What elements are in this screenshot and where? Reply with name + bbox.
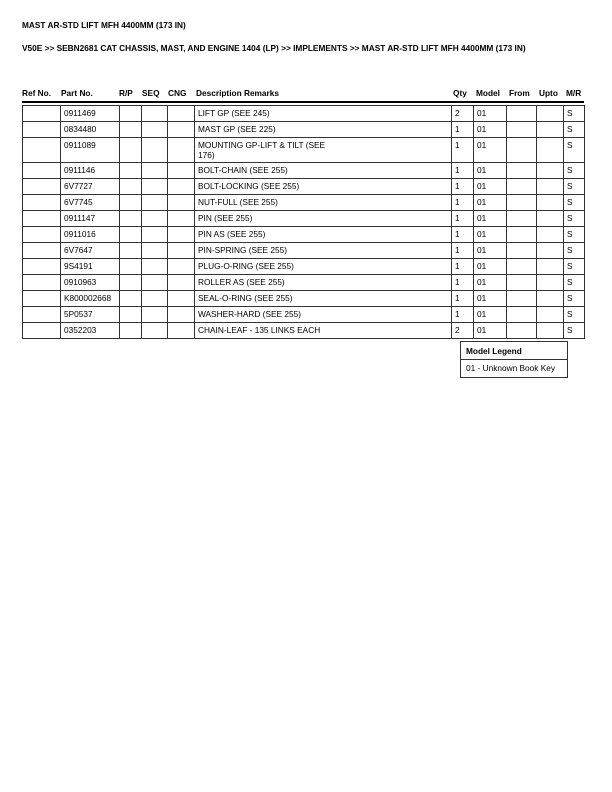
- mr-cell: [564, 195, 585, 211]
- part-no-text: K800002668: [64, 293, 112, 303]
- upto-cell: [537, 243, 564, 259]
- table-row: [23, 106, 585, 122]
- rp-cell: [120, 163, 142, 179]
- table-row: [23, 291, 585, 307]
- header-divider: [22, 101, 584, 103]
- part-no-text: 0910963: [64, 277, 97, 287]
- qty-cell: [452, 163, 474, 179]
- ref-no-cell: [23, 275, 61, 291]
- table-row: [23, 163, 585, 179]
- qty-cell: [452, 243, 474, 259]
- part-no-text: 5P0537: [64, 309, 93, 319]
- mr-text: S: [567, 181, 573, 191]
- description-cell: [195, 122, 452, 138]
- model-cell: [474, 259, 507, 275]
- ref-no-cell: [23, 259, 61, 275]
- part-no-cell: [61, 211, 120, 227]
- mr-cell: [564, 307, 585, 323]
- mr-text: S: [567, 108, 573, 118]
- part-no-cell: [61, 243, 120, 259]
- mr-text: S: [567, 213, 573, 223]
- seq-cell: [142, 243, 168, 259]
- model-text: 01: [477, 309, 487, 319]
- upto-cell: [537, 307, 564, 323]
- mr-cell: [564, 138, 585, 163]
- rp-cell: [120, 211, 142, 227]
- part-no-cell: [61, 163, 120, 179]
- seq-cell: [142, 291, 168, 307]
- cng-cell: [168, 307, 195, 323]
- header-seq: SEQ: [142, 88, 160, 98]
- part-no-text: 6V7745: [64, 197, 93, 207]
- rp-cell: [120, 275, 142, 291]
- upto-cell: [537, 275, 564, 291]
- rp-cell: [120, 106, 142, 122]
- cng-cell: [168, 179, 195, 195]
- upto-cell: [537, 195, 564, 211]
- upto-cell: [537, 138, 564, 163]
- rp-cell: [120, 291, 142, 307]
- ref-no-cell: [23, 122, 61, 138]
- mr-cell: [564, 291, 585, 307]
- ref-no-cell: [23, 163, 61, 179]
- ref-no-cell: [23, 227, 61, 243]
- table-row: [23, 227, 585, 243]
- header-rp: R/P: [119, 88, 133, 98]
- description-text: BOLT-LOCKING (SEE 255): [198, 181, 300, 191]
- qty-text: 2: [455, 325, 460, 335]
- upto-cell: [537, 323, 564, 339]
- part-no-text: 9S4191: [64, 261, 93, 271]
- table-row: [23, 243, 585, 259]
- model-cell: [474, 163, 507, 179]
- seq-cell: [142, 179, 168, 195]
- description-text: SEAL-O-RING (SEE 255): [198, 293, 293, 303]
- model-legend: [460, 341, 568, 378]
- part-no-text: 0911469: [64, 108, 96, 118]
- model-text: 01: [477, 181, 487, 191]
- from-cell: [507, 195, 537, 211]
- seq-cell: [142, 106, 168, 122]
- cng-cell: [168, 323, 195, 339]
- qty-text: 2: [455, 108, 460, 118]
- seq-cell: [142, 259, 168, 275]
- part-no-text: 6V7727: [64, 181, 93, 191]
- description-text: MAST GP (SEE 225): [198, 124, 276, 134]
- header-from: From: [509, 88, 530, 98]
- part-no-cell: [61, 179, 120, 195]
- mr-text: S: [567, 277, 573, 287]
- mr-text: S: [567, 165, 573, 175]
- from-cell: [507, 307, 537, 323]
- table-row: [23, 323, 585, 339]
- description-text: ROLLER AS (SEE 255): [198, 277, 285, 287]
- breadcrumb: V50E >> SEBN2681 CAT CHASSIS, MAST, AND ENGINE 1404 (LP) >> IMPLEMENTS >> MAST AR-STD LIFT MFH 4400MM (173 IN): [22, 43, 526, 53]
- cng-cell: [168, 106, 195, 122]
- table-row: [23, 179, 585, 195]
- cng-cell: [168, 195, 195, 211]
- upto-cell: [537, 259, 564, 275]
- model-text: 01: [477, 124, 487, 134]
- part-no-cell: [61, 323, 120, 339]
- mr-cell: [564, 259, 585, 275]
- upto-cell: [537, 163, 564, 179]
- part-no-text: 0352203: [64, 325, 97, 335]
- part-no-cell: [61, 138, 120, 163]
- mr-cell: [564, 179, 585, 195]
- qty-text: 1: [455, 197, 460, 207]
- model-cell: [474, 179, 507, 195]
- parts-table: [22, 105, 585, 339]
- mr-cell: [564, 163, 585, 179]
- description-cell: [195, 227, 452, 243]
- rp-cell: [120, 243, 142, 259]
- model-cell: [474, 275, 507, 291]
- qty-cell: [452, 323, 474, 339]
- rp-cell: [120, 259, 142, 275]
- ref-no-cell: [23, 323, 61, 339]
- header-part-no: Part No.: [61, 88, 93, 98]
- model-text: 01: [477, 245, 487, 255]
- qty-cell: [452, 138, 474, 163]
- upto-cell: [537, 211, 564, 227]
- seq-cell: [142, 307, 168, 323]
- part-no-cell: [61, 106, 120, 122]
- from-cell: [507, 259, 537, 275]
- table-row: [23, 259, 585, 275]
- part-no-text: 0834480: [64, 124, 97, 134]
- qty-cell: [452, 211, 474, 227]
- upto-cell: [537, 179, 564, 195]
- qty-text: 1: [455, 213, 460, 223]
- cng-cell: [168, 259, 195, 275]
- qty-text: 1: [455, 277, 460, 287]
- model-text: 01: [477, 261, 487, 271]
- description-cell: [195, 179, 452, 195]
- from-cell: [507, 106, 537, 122]
- model-cell: [474, 243, 507, 259]
- model-text: 01: [477, 165, 487, 175]
- mr-cell: [564, 106, 585, 122]
- model-cell: [474, 122, 507, 138]
- seq-cell: [142, 227, 168, 243]
- seq-cell: [142, 195, 168, 211]
- model-cell: [474, 291, 507, 307]
- description-cell: [195, 323, 452, 339]
- description-cell: [195, 138, 452, 163]
- from-cell: [507, 211, 537, 227]
- mr-text: S: [567, 309, 573, 319]
- part-no-cell: [61, 275, 120, 291]
- mr-text: S: [567, 293, 573, 303]
- from-cell: [507, 122, 537, 138]
- description-text: LIFT GP (SEE 245): [198, 108, 270, 118]
- model-cell: [474, 323, 507, 339]
- description-cell: [195, 106, 452, 122]
- rp-cell: [120, 122, 142, 138]
- ref-no-cell: [23, 195, 61, 211]
- description-cell: [195, 163, 452, 179]
- part-no-text: 0911147: [64, 213, 96, 223]
- ref-no-cell: [23, 179, 61, 195]
- description-text: CHAIN-LEAF - 135 LINKS EACH: [198, 325, 321, 335]
- qty-text: 1: [455, 165, 460, 175]
- model-text: 01: [477, 197, 487, 207]
- mr-cell: [564, 243, 585, 259]
- cng-cell: [168, 227, 195, 243]
- description-text: WASHER-HARD (SEE 255): [198, 309, 301, 319]
- qty-cell: [452, 227, 474, 243]
- from-cell: [507, 323, 537, 339]
- header-cng: CNG: [168, 88, 187, 98]
- mr-text: S: [567, 261, 573, 271]
- mr-cell: [564, 122, 585, 138]
- upto-cell: [537, 106, 564, 122]
- qty-cell: [452, 195, 474, 211]
- from-cell: [507, 163, 537, 179]
- mr-cell: [564, 275, 585, 291]
- seq-cell: [142, 138, 168, 163]
- description-text: MOUNTING GP-LIFT & TILT (SEE: [198, 140, 326, 150]
- cng-cell: [168, 163, 195, 179]
- part-no-text: 0911016: [64, 229, 96, 239]
- rp-cell: [120, 179, 142, 195]
- cng-cell: [168, 291, 195, 307]
- model-cell: [474, 227, 507, 243]
- upto-cell: [537, 122, 564, 138]
- description-cell: [195, 243, 452, 259]
- ref-no-cell: [23, 307, 61, 323]
- part-no-cell: [61, 259, 120, 275]
- from-cell: [507, 243, 537, 259]
- page-title: MAST AR-STD LIFT MFH 4400MM (173 IN): [22, 20, 186, 30]
- seq-cell: [142, 211, 168, 227]
- header-mr: M/R: [566, 88, 582, 98]
- description-text: PLUG-O-RING (SEE 255): [198, 261, 294, 271]
- rp-cell: [120, 307, 142, 323]
- part-no-text: 6V7647: [64, 245, 93, 255]
- description-cell: [195, 211, 452, 227]
- upto-cell: [537, 227, 564, 243]
- description-cell: [195, 195, 452, 211]
- qty-cell: [452, 291, 474, 307]
- header-description: Description Remarks: [196, 88, 280, 98]
- description-text: PIN-SPRING (SEE 255): [198, 245, 287, 255]
- description-text: PIN (SEE 255): [198, 213, 253, 223]
- model-cell: [474, 307, 507, 323]
- from-cell: [507, 138, 537, 163]
- model-text: 01: [477, 293, 487, 303]
- from-cell: [507, 275, 537, 291]
- header-model: Model: [476, 88, 500, 98]
- mr-cell: [564, 323, 585, 339]
- table-row: [23, 307, 585, 323]
- cng-cell: [168, 275, 195, 291]
- mr-cell: [564, 211, 585, 227]
- cng-cell: [168, 243, 195, 259]
- seq-cell: [142, 122, 168, 138]
- cng-cell: [168, 122, 195, 138]
- ref-no-cell: [23, 211, 61, 227]
- model-text: 01: [477, 140, 487, 150]
- ref-no-cell: [23, 106, 61, 122]
- qty-cell: [452, 106, 474, 122]
- description-cell: [195, 275, 452, 291]
- ref-no-cell: [23, 243, 61, 259]
- seq-cell: [142, 323, 168, 339]
- model-legend-entry: 01 - Unknown Book Key: [466, 363, 556, 373]
- qty-text: 1: [455, 261, 460, 271]
- qty-text: 1: [455, 309, 460, 319]
- qty-text: 1: [455, 293, 460, 303]
- part-no-text: 0911146: [64, 165, 96, 175]
- description-text: BOLT-CHAIN (SEE 255): [198, 165, 288, 175]
- model-legend-title: Model Legend: [461, 342, 567, 360]
- model-text: 01: [477, 108, 487, 118]
- table-row: [23, 122, 585, 138]
- description-text: NUT-FULL (SEE 255): [198, 197, 278, 207]
- qty-cell: [452, 259, 474, 275]
- qty-text: 1: [455, 181, 460, 191]
- description-text: PIN AS (SEE 255): [198, 229, 266, 239]
- part-no-cell: [61, 291, 120, 307]
- qty-cell: [452, 179, 474, 195]
- from-cell: [507, 291, 537, 307]
- model-text: 01: [477, 325, 487, 335]
- table-row: [23, 195, 585, 211]
- qty-cell: [452, 275, 474, 291]
- header-qty: Qty: [453, 88, 467, 98]
- description-cell: [195, 291, 452, 307]
- part-no-cell: [61, 195, 120, 211]
- ref-no-cell: [23, 291, 61, 307]
- mr-text: S: [567, 325, 573, 335]
- mr-text: S: [567, 140, 573, 150]
- qty-text: 1: [455, 124, 460, 134]
- table-row: [23, 275, 585, 291]
- model-cell: [474, 211, 507, 227]
- qty-text: 1: [455, 140, 460, 150]
- part-no-text: 0911089: [64, 140, 96, 150]
- from-cell: [507, 227, 537, 243]
- header-ref-no: Ref No.: [22, 88, 52, 98]
- upto-cell: [537, 291, 564, 307]
- model-cell: [474, 106, 507, 122]
- table-row: [23, 138, 585, 163]
- part-no-cell: [61, 307, 120, 323]
- mr-text: S: [567, 124, 573, 134]
- qty-cell: [452, 307, 474, 323]
- model-cell: [474, 195, 507, 211]
- description-cell: [195, 259, 452, 275]
- part-no-cell: [61, 122, 120, 138]
- part-no-cell: [61, 227, 120, 243]
- cng-cell: [168, 211, 195, 227]
- rp-cell: [120, 323, 142, 339]
- from-cell: [507, 179, 537, 195]
- ref-no-cell: [23, 138, 61, 163]
- rp-cell: [120, 195, 142, 211]
- rp-cell: [120, 138, 142, 163]
- mr-text: S: [567, 197, 573, 207]
- cng-cell: [168, 138, 195, 163]
- seq-cell: [142, 163, 168, 179]
- mr-cell: [564, 227, 585, 243]
- model-text: 01: [477, 277, 487, 287]
- description-cell: [195, 307, 452, 323]
- qty-text: 1: [455, 229, 460, 239]
- qty-cell: [452, 122, 474, 138]
- model-text: 01: [477, 229, 487, 239]
- mr-text: S: [567, 245, 573, 255]
- header-upto: Upto: [539, 88, 558, 98]
- model-text: 01: [477, 213, 487, 223]
- rp-cell: [120, 227, 142, 243]
- mr-text: S: [567, 229, 573, 239]
- qty-text: 1: [455, 245, 460, 255]
- description-continuation-text: 176): [198, 150, 215, 160]
- seq-cell: [142, 275, 168, 291]
- model-cell: [474, 138, 507, 163]
- table-row: [23, 211, 585, 227]
